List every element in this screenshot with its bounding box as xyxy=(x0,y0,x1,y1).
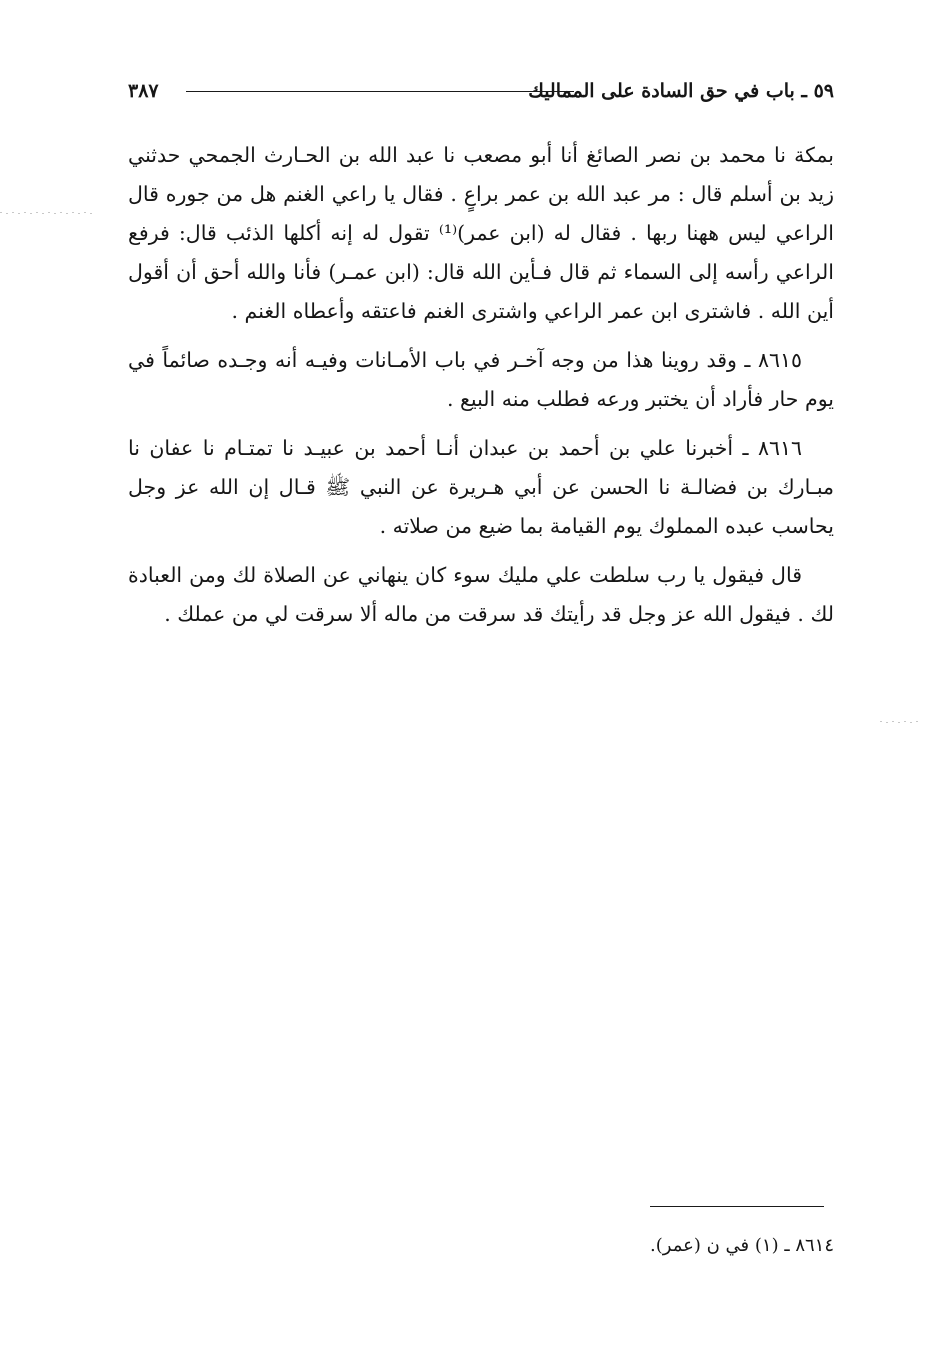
header-rule xyxy=(186,91,574,92)
paragraph-hadith-8616-continuation: قال فيقول يا رب سلطت علي مليك سوء كان ينهاني عن الصلاة لك ومن العبادة لك . فيقول الله عز وجل قد رأيتك قد سرقت من ماله ألا سرقت لي من عملك . xyxy=(128,563,834,626)
paragraph-hadith-8615: ٨٦١٥ ـ وقد روينا هذا من وجه آخـر في باب الأمـانات وفيـه أنه وجـده صائماً في يوم حار فأراد أن يختبر ورعه فطلب منه البيع . xyxy=(128,348,834,411)
footnote-rule xyxy=(650,1206,824,1207)
chapter-title: ٥٩ ـ باب في حق السادة على المماليك xyxy=(528,80,834,102)
running-header xyxy=(128,76,834,106)
paragraph-hadith-continuation: بمكة نا محمد بن نصر الصائغ أنا أبو مصعب نا عبد الله بن الحـارث الجمحي حدثني زيد بن أسلم قال : مر عبد الله بن عمر براعٍ . فقال يا راعي الغنم هل من جوره قال الراعي ليس ههنا ربها . فقال له (ابن عمر)⁽¹⁾ تقول له إنه أكلها الذئب قال: فرفع الراعي رأسه إلى السماء ثم قال فـأين الله قال: (ابن عمـر) فأنا والله أحق أن أقول أين الله . فاشترى ابن عمر الراعي واشترى الغنم فاعتقه وأعطاه الغنم . xyxy=(128,143,834,323)
footnote: ٨٦١٤ ـ (١) في ن (عمر). xyxy=(650,1235,834,1256)
page-number: ٣٨٧ xyxy=(128,80,159,102)
paragraph-hadith-8616: ٨٦١٦ ـ أخبرنا علي بن أحمد بن عبدان أنـا أحمد بن عبيـد نا تمتـام نا عفان نا مبـارك بن فضالـة نا الحسن عن أبي هـريرة عن النبي ﷺ قـال إن الله عز وجل يحاسب عبده المملوك يوم القيامة بما ضيع من صلاته . xyxy=(128,436,834,538)
body-text xyxy=(128,136,834,644)
